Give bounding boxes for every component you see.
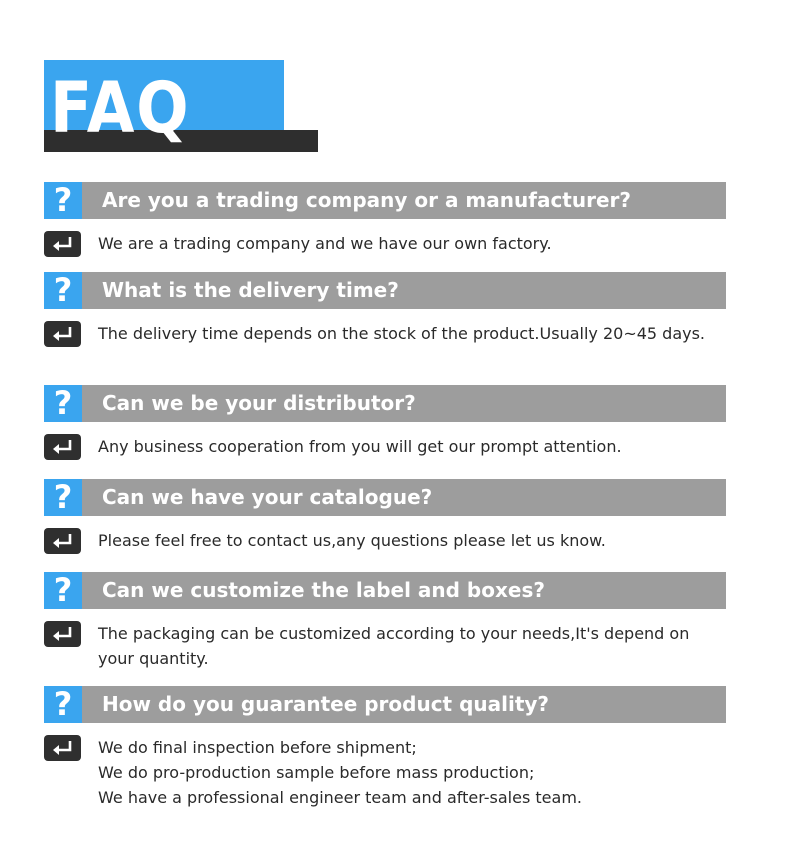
answer-line: We do final inspection before shipment; xyxy=(98,738,417,757)
answer-text xyxy=(98,621,718,671)
faq-item xyxy=(44,182,726,256)
question-text: Are you a trading company or a manufacturer? xyxy=(82,182,726,219)
answer-text xyxy=(98,321,718,346)
question-text: Can we have your catalogue? xyxy=(82,479,726,516)
question-text: What is the delivery time? xyxy=(82,272,726,309)
enter-key-icon xyxy=(44,321,81,347)
faq-header xyxy=(44,60,318,152)
answer-line: We do pro-production sample before mass production; xyxy=(98,763,535,782)
question-mark-icon: ? xyxy=(44,385,82,422)
question-row xyxy=(44,272,726,309)
answer-text xyxy=(98,528,718,553)
answer-row xyxy=(44,621,726,671)
answer-line: Any business cooperation from you will get our prompt attention. xyxy=(98,437,622,456)
answer-line: The delivery time depends on the stock of the product.Usually 20~45 days. xyxy=(98,324,706,343)
question-row xyxy=(44,385,726,422)
answer-line: Please feel free to contact us,any questions please let us know. xyxy=(98,531,606,550)
enter-key-icon xyxy=(44,528,81,554)
answer-line: We have a professional engineer team and after-sales team. xyxy=(98,788,582,807)
question-text: Can we be your distributor? xyxy=(82,385,726,422)
answer-row xyxy=(44,528,726,553)
faq-item xyxy=(44,572,726,671)
faq-item xyxy=(44,385,726,459)
enter-key-icon xyxy=(44,621,81,647)
faq-item xyxy=(44,272,726,346)
question-row xyxy=(44,479,726,516)
answer-row xyxy=(44,735,726,810)
page-title: FAQ xyxy=(50,67,191,149)
question-row xyxy=(44,182,726,219)
question-text: How do you guarantee product quality? xyxy=(82,686,726,723)
answer-row xyxy=(44,321,726,346)
faq-item xyxy=(44,686,726,810)
answer-text xyxy=(98,735,718,810)
question-row xyxy=(44,686,726,723)
answer-line: We are a trading company and we have our own factory. xyxy=(98,234,552,253)
question-mark-icon: ? xyxy=(44,272,82,309)
enter-key-icon xyxy=(44,735,81,761)
answer-text xyxy=(98,434,718,459)
question-mark-icon: ? xyxy=(44,572,82,609)
question-mark-icon: ? xyxy=(44,182,82,219)
answer-line: The packaging can be customized according to your needs,It's depend on your quantity. xyxy=(98,624,690,668)
question-mark-icon: ? xyxy=(44,686,82,723)
question-text: Can we customize the label and boxes? xyxy=(82,572,726,609)
answer-row xyxy=(44,434,726,459)
enter-key-icon xyxy=(44,231,81,257)
question-row xyxy=(44,572,726,609)
question-mark-icon: ? xyxy=(44,479,82,516)
faq-item xyxy=(44,479,726,553)
answer-text xyxy=(98,231,718,256)
answer-row xyxy=(44,231,726,256)
enter-key-icon xyxy=(44,434,81,460)
